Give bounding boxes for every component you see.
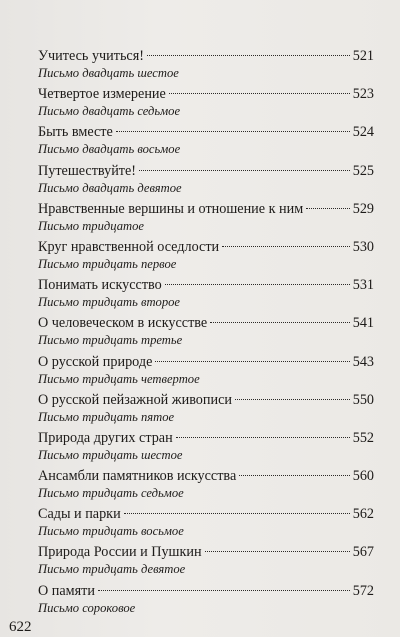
toc-entry-subtitle: Письмо двадцать восьмое xyxy=(38,142,181,157)
toc-entry-title: Нравственные вершины и отношение к ним xyxy=(38,200,304,217)
toc-entry-line xyxy=(38,47,374,65)
toc-entry-line xyxy=(38,162,374,180)
toc-entry-title: О памяти xyxy=(38,582,95,599)
toc-entry-subtitle: Письмо двадцать седьмое xyxy=(38,104,181,119)
toc-entry-subtitle: Письмо тридцать четвертое xyxy=(38,371,200,386)
toc-entry-title: О человеческом в искусстве xyxy=(38,315,208,332)
toc-entry-subtitle: Письмо двадцать девятое xyxy=(38,180,182,195)
dot-leader xyxy=(124,513,350,514)
toc-entry-line xyxy=(38,123,374,141)
toc-entry xyxy=(38,467,374,505)
dot-leader xyxy=(222,246,350,247)
toc-entry-subtitle: Письмо тридцать шестое xyxy=(38,447,183,462)
toc-entry-subtitle: Письмо тридцать восьмое xyxy=(38,524,184,539)
toc-entry-line xyxy=(38,543,374,561)
toc-entry-title: Быть вместе xyxy=(38,124,113,141)
dot-leader xyxy=(139,170,350,171)
dot-leader xyxy=(239,475,349,476)
toc-entry-line xyxy=(38,391,374,409)
toc-entry-line xyxy=(38,467,374,485)
toc-entry xyxy=(38,391,374,429)
toc-entry xyxy=(38,238,374,276)
toc-entry xyxy=(38,47,374,85)
toc-entry-line xyxy=(38,276,374,294)
toc-entry-title: Ансамбли памятников искусства xyxy=(38,468,237,485)
toc-entry-page: 524 xyxy=(352,124,374,141)
toc-entry-title: О русской природе xyxy=(38,353,153,370)
dot-leader xyxy=(235,399,350,400)
toc-entry-subtitle: Письмо тридцать третье xyxy=(38,333,183,348)
page-number: 622 xyxy=(9,619,32,635)
toc-entry-page: 541 xyxy=(352,315,374,332)
toc-entry-line xyxy=(38,85,374,103)
toc-entry-line xyxy=(38,582,374,600)
toc-entry-page: 550 xyxy=(352,391,374,408)
toc-entry-subtitle: Письмо тридцать седьмое xyxy=(38,486,184,501)
toc-entry-subtitle: Письмо тридцать девятое xyxy=(38,562,186,577)
toc-entry-title: Четвертое измерение xyxy=(38,86,166,103)
toc-entry xyxy=(38,353,374,391)
toc-entry-line xyxy=(38,429,374,447)
toc-entry-subtitle: Письмо тридцатое xyxy=(38,218,144,233)
toc-entry-line xyxy=(38,505,374,523)
toc-entry-line xyxy=(38,200,374,218)
table-of-contents xyxy=(38,47,374,620)
dot-leader xyxy=(205,551,350,552)
toc-entry-subtitle: Письмо сороковое xyxy=(38,600,136,615)
toc-entry xyxy=(38,582,374,620)
toc-entry xyxy=(38,85,374,123)
toc-entry-title: Учитесь учиться! xyxy=(38,48,144,64)
dot-leader xyxy=(155,361,349,362)
toc-entry-page: 525 xyxy=(352,162,374,179)
dot-leader xyxy=(165,284,350,285)
toc-entry-subtitle: Письмо тридцать второе xyxy=(38,295,181,310)
toc-entry-page: 560 xyxy=(352,468,374,485)
toc-entry-page: 531 xyxy=(352,277,374,294)
dot-leader xyxy=(169,93,350,94)
toc-entry-subtitle: Письмо тридцать первое xyxy=(38,256,177,271)
toc-entry-line xyxy=(38,314,374,332)
dot-leader xyxy=(176,437,350,438)
toc-entry-title: Круг нравственной оседлости xyxy=(38,238,220,255)
toc-entry-title: Природа России и Пушкин xyxy=(38,544,202,561)
toc-entry-subtitle: Письмо двадцать шестое xyxy=(38,66,179,80)
toc-entry-page: 543 xyxy=(352,353,374,370)
toc-entry-line xyxy=(38,238,374,256)
toc-entry-page: 552 xyxy=(352,429,374,446)
toc-entry xyxy=(38,162,374,200)
toc-entry-title: Природа других стран xyxy=(38,429,173,446)
toc-entry-page: 567 xyxy=(352,544,374,561)
dot-leader xyxy=(306,208,350,209)
toc-entry-line xyxy=(38,353,374,371)
toc-entry xyxy=(38,505,374,543)
toc-entry-page: 562 xyxy=(352,506,374,523)
toc-entry-page: 521 xyxy=(352,48,374,64)
toc-entry-title: Путешествуйте! xyxy=(38,162,137,179)
toc-entry-page: 530 xyxy=(352,238,374,255)
toc-entry xyxy=(38,429,374,467)
toc-entry-page: 523 xyxy=(352,86,374,103)
dot-leader xyxy=(98,590,350,591)
toc-entry-page: 529 xyxy=(352,200,374,217)
toc-entry xyxy=(38,276,374,314)
toc-entry-title: Понимать искусство xyxy=(38,277,162,294)
toc-entry-title: Сады и парки xyxy=(38,506,121,523)
toc-entry xyxy=(38,314,374,352)
toc-entry-subtitle: Письмо тридцать пятое xyxy=(38,409,175,424)
dot-leader xyxy=(210,322,350,323)
toc-entry xyxy=(38,123,374,161)
toc-entry-title: О русской пейзажной живописи xyxy=(38,391,232,408)
toc-entry xyxy=(38,200,374,238)
toc-entry xyxy=(38,543,374,581)
toc-entry-page: 572 xyxy=(352,582,374,599)
dot-leader xyxy=(147,55,350,56)
dot-leader xyxy=(116,131,350,132)
